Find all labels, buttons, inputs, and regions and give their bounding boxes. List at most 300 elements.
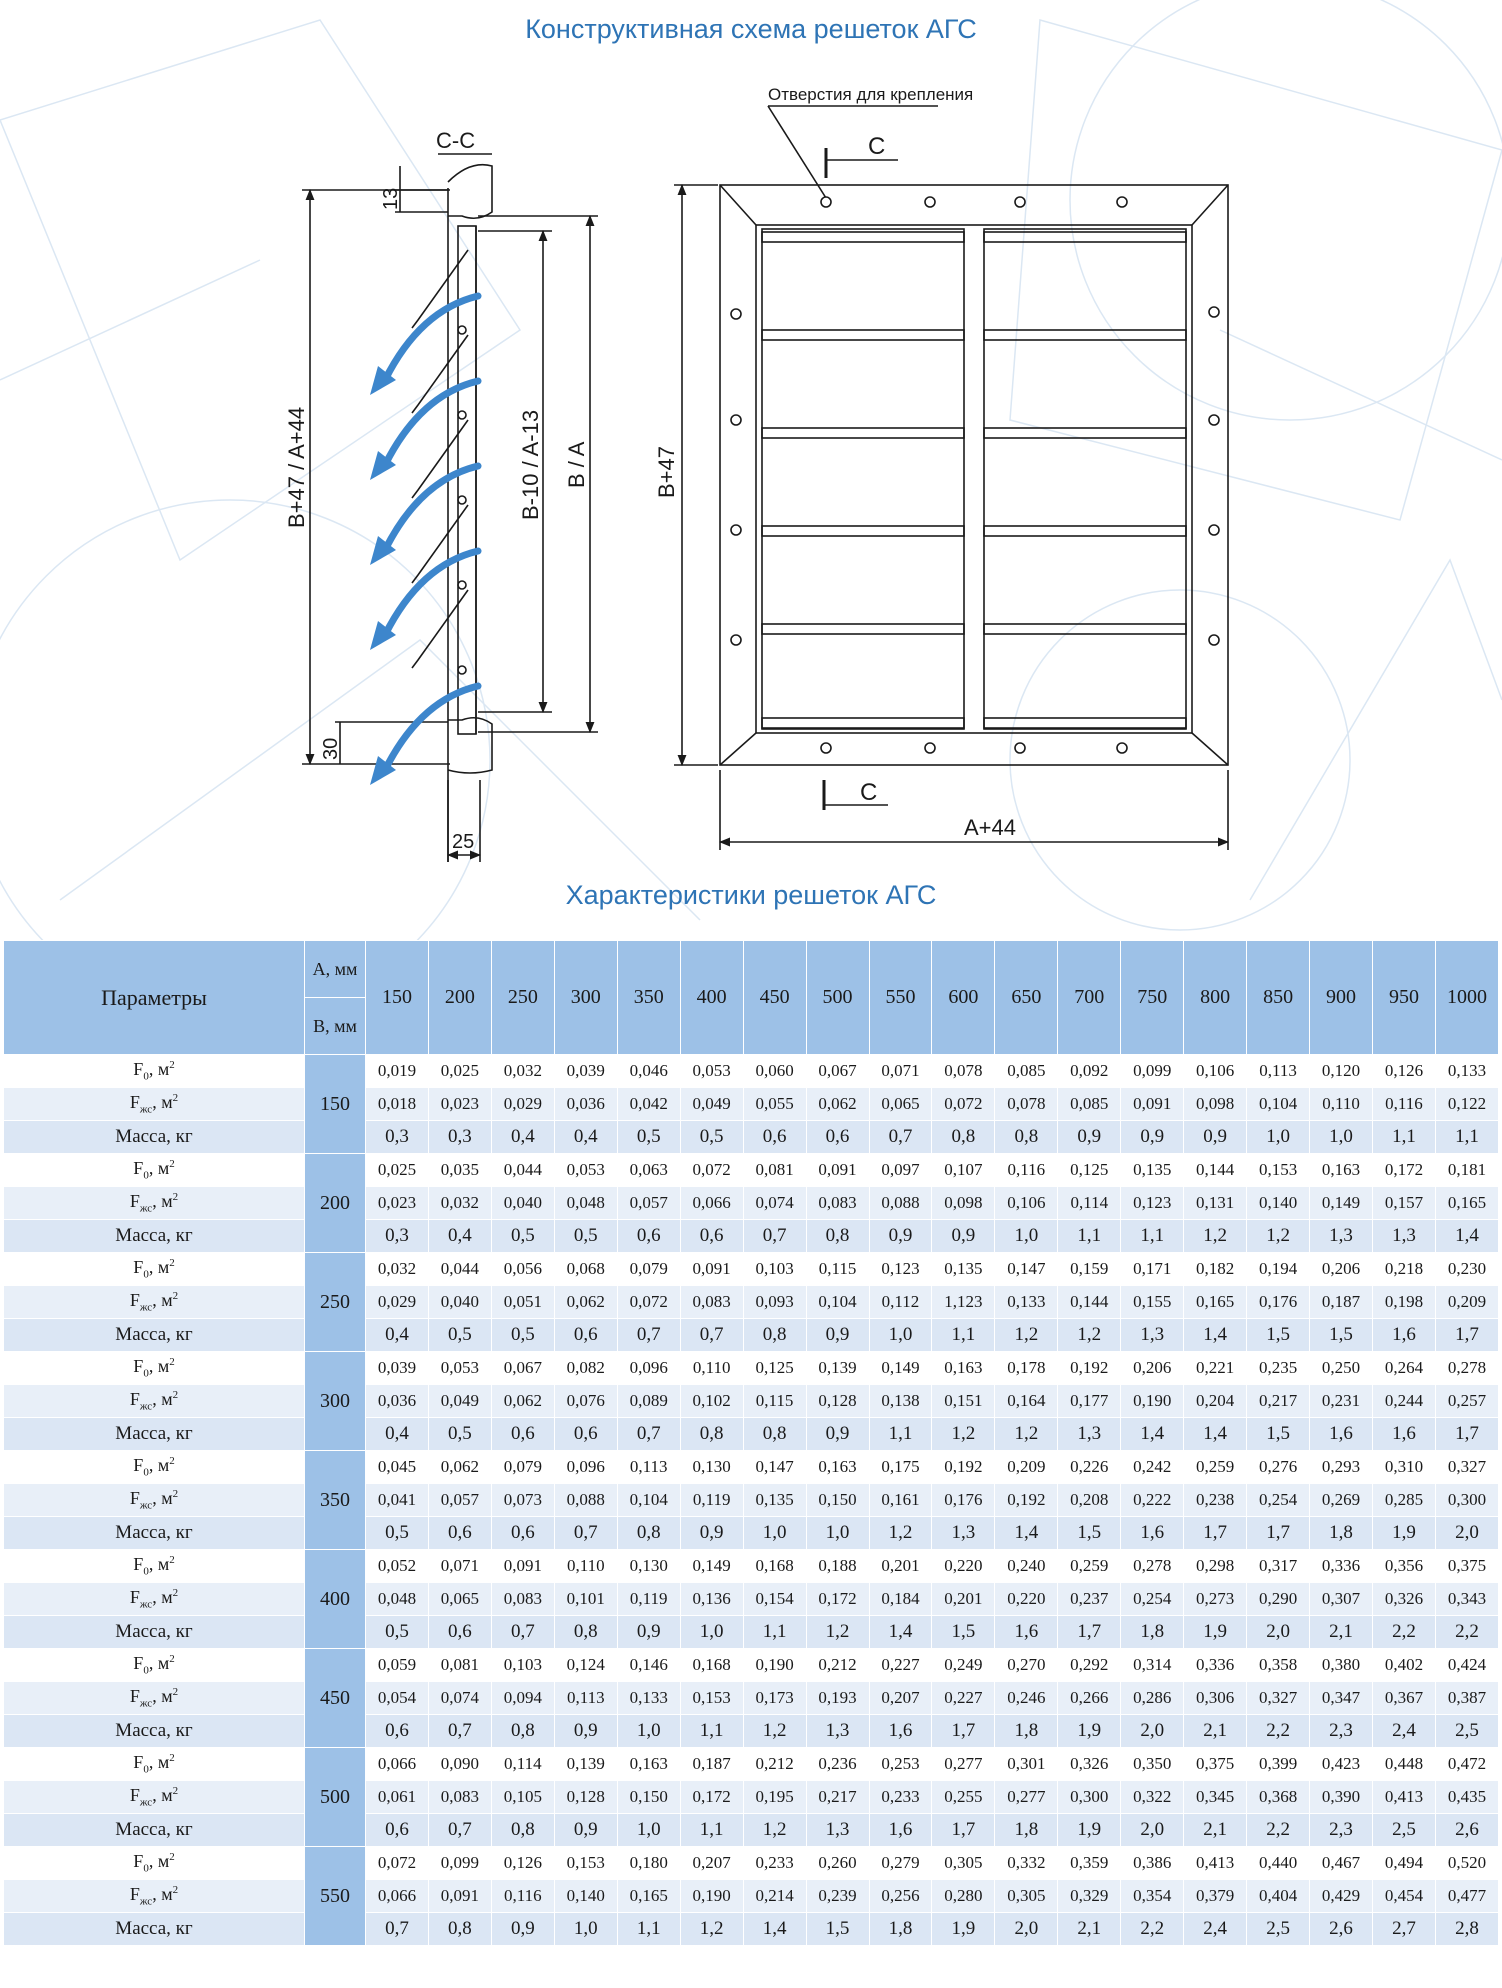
airflow-arrows xyxy=(385,296,478,770)
table-cell: 1,6 xyxy=(1373,1418,1436,1451)
table-cell: 0,8 xyxy=(491,1715,554,1748)
table-cell: 0,227 xyxy=(869,1649,932,1682)
row-label: Масса, кг xyxy=(4,1220,305,1253)
table-cell: 0,098 xyxy=(932,1187,995,1220)
table-cell: 1,6 xyxy=(869,1814,932,1847)
table-cell: 0,060 xyxy=(743,1055,806,1088)
table-cell: 0,5 xyxy=(428,1319,491,1352)
table-cell: 0,7 xyxy=(554,1517,617,1550)
table-row xyxy=(4,1781,1499,1814)
table-cell: 0,254 xyxy=(1247,1484,1310,1517)
table-cell: 0,359 xyxy=(1058,1847,1121,1880)
table-cell: 0,6 xyxy=(743,1121,806,1154)
table-cell: 2,1 xyxy=(1310,1616,1373,1649)
table-row xyxy=(4,1187,1499,1220)
table-cell: 0,039 xyxy=(554,1055,617,1088)
table-cell: 0,135 xyxy=(1121,1154,1184,1187)
table-cell: 2,8 xyxy=(1435,1913,1498,1946)
table-cell: 0,305 xyxy=(932,1847,995,1880)
row-label: $F_{жс}$, $м^2$ xyxy=(4,1484,305,1517)
table-cell: 1,5 xyxy=(1310,1319,1373,1352)
table-cell: 0,4 xyxy=(366,1418,429,1451)
front-view xyxy=(674,106,1228,850)
table-cell: 1,5 xyxy=(1058,1517,1121,1550)
table-cell: 0,049 xyxy=(428,1385,491,1418)
table-cell: 0,066 xyxy=(366,1748,429,1781)
table-cell: 0,336 xyxy=(1310,1550,1373,1583)
dim-13: 13 xyxy=(380,187,402,210)
dim-b-a: B / A xyxy=(564,441,589,488)
mounting-holes xyxy=(731,197,1219,753)
table-cell: 1,1 xyxy=(680,1814,743,1847)
table-cell: 0,131 xyxy=(1184,1187,1247,1220)
table-cell: 0,4 xyxy=(554,1121,617,1154)
table-row xyxy=(4,1451,1499,1484)
table-cell: 0,066 xyxy=(366,1880,429,1913)
row-label: Масса, кг xyxy=(4,1121,305,1154)
dim-25: 25 xyxy=(452,831,475,853)
table-cell: 0,150 xyxy=(806,1484,869,1517)
table-cell: 0,149 xyxy=(1310,1187,1373,1220)
table-cell: 0,347 xyxy=(1310,1682,1373,1715)
table-cell: 0,332 xyxy=(995,1847,1058,1880)
table-cell: 0,212 xyxy=(743,1748,806,1781)
table-cell: 0,345 xyxy=(1184,1781,1247,1814)
table-cell: 0,110 xyxy=(1310,1088,1373,1121)
table-cell: 0,298 xyxy=(1184,1550,1247,1583)
table-cell: 2,2 xyxy=(1373,1616,1436,1649)
table-cell: 0,423 xyxy=(1310,1748,1373,1781)
table-cell: 0,123 xyxy=(869,1253,932,1286)
table-cell: 0,266 xyxy=(1058,1682,1121,1715)
dim-b47: B+47 xyxy=(654,446,679,498)
table-cell: 1,5 xyxy=(932,1616,995,1649)
a-value-header: 650 xyxy=(995,941,1058,1055)
table-cell: 0,9 xyxy=(1121,1121,1184,1154)
table-cell: 0,329 xyxy=(1058,1880,1121,1913)
table-cell: 0,085 xyxy=(995,1055,1058,1088)
table-cell: 0,390 xyxy=(1310,1781,1373,1814)
table-cell: 0,123 xyxy=(1121,1187,1184,1220)
table-cell: 0,380 xyxy=(1310,1649,1373,1682)
table-cell: 0,343 xyxy=(1435,1583,1498,1616)
table-cell: 0,163 xyxy=(1310,1154,1373,1187)
table-row xyxy=(4,1913,1499,1946)
table-cell: 1,3 xyxy=(1058,1418,1121,1451)
table-cell: 2,5 xyxy=(1435,1715,1498,1748)
table-cell: 0,040 xyxy=(428,1286,491,1319)
table-cell: 0,6 xyxy=(554,1319,617,1352)
table-cell: 0,041 xyxy=(366,1484,429,1517)
row-label: Масса, кг xyxy=(4,1616,305,1649)
b-value: 150 xyxy=(305,1055,366,1154)
table-cell: 0,029 xyxy=(366,1286,429,1319)
table-cell: 0,178 xyxy=(995,1352,1058,1385)
row-label: Масса, кг xyxy=(4,1814,305,1847)
table-cell: 0,079 xyxy=(617,1253,680,1286)
table-cell: 0,106 xyxy=(995,1187,1058,1220)
table-cell: 1,0 xyxy=(554,1913,617,1946)
param-header: Параметры xyxy=(4,941,305,1055)
table-cell: 0,039 xyxy=(366,1352,429,1385)
table-cell: 0,071 xyxy=(869,1055,932,1088)
table-cell: 0,171 xyxy=(1121,1253,1184,1286)
table-cell: 0,018 xyxy=(366,1088,429,1121)
table-cell: 0,300 xyxy=(1058,1781,1121,1814)
table-cell: 2,1 xyxy=(1058,1913,1121,1946)
table-cell: 0,413 xyxy=(1184,1847,1247,1880)
table-cell: 0,9 xyxy=(806,1418,869,1451)
table-cell: 0,194 xyxy=(1247,1253,1310,1286)
table-cell: 0,7 xyxy=(428,1715,491,1748)
row-label: Масса, кг xyxy=(4,1517,305,1550)
table-cell: 0,190 xyxy=(680,1880,743,1913)
table-cell: 2,2 xyxy=(1435,1616,1498,1649)
table-cell: 1,8 xyxy=(995,1814,1058,1847)
table-cell: 0,181 xyxy=(1435,1154,1498,1187)
table-cell: 0,046 xyxy=(617,1055,680,1088)
table-cell: 0,133 xyxy=(1435,1055,1498,1088)
table-cell: 0,193 xyxy=(806,1682,869,1715)
table-cell: 2,4 xyxy=(1373,1715,1436,1748)
table-cell: 0,253 xyxy=(869,1748,932,1781)
table-cell: 0,6 xyxy=(366,1814,429,1847)
table-cell: 0,201 xyxy=(932,1583,995,1616)
table-cell: 1,1 xyxy=(932,1319,995,1352)
table-cell: 2,2 xyxy=(1247,1814,1310,1847)
table-cell: 0,128 xyxy=(554,1781,617,1814)
table-cell: 2,1 xyxy=(1184,1715,1247,1748)
table-cell: 1,2 xyxy=(743,1814,806,1847)
table-cell: 0,044 xyxy=(491,1154,554,1187)
table-cell: 0,029 xyxy=(491,1088,554,1121)
table-cell: 0,049 xyxy=(680,1088,743,1121)
table-cell: 0,386 xyxy=(1121,1847,1184,1880)
table-cell: 0,198 xyxy=(1373,1286,1436,1319)
table-cell: 0,025 xyxy=(428,1055,491,1088)
table-cell: 0,7 xyxy=(491,1616,554,1649)
table-cell: 0,7 xyxy=(869,1121,932,1154)
table-cell: 0,277 xyxy=(995,1781,1058,1814)
table-cell: 1,4 xyxy=(869,1616,932,1649)
table-cell: 0,5 xyxy=(554,1220,617,1253)
table-cell: 1,2 xyxy=(869,1517,932,1550)
table-cell: 0,5 xyxy=(366,1616,429,1649)
table-cell: 0,354 xyxy=(1121,1880,1184,1913)
table-row xyxy=(4,1880,1499,1913)
table-cell: 2,6 xyxy=(1310,1913,1373,1946)
table-cell: 1,1 xyxy=(1121,1220,1184,1253)
table-row xyxy=(4,1088,1499,1121)
table-cell: 1,3 xyxy=(932,1517,995,1550)
table-cell: 0,052 xyxy=(366,1550,429,1583)
table-cell: 0,4 xyxy=(366,1319,429,1352)
table-cell: 0,066 xyxy=(680,1187,743,1220)
table-cell: 0,231 xyxy=(1310,1385,1373,1418)
table-cell: 0,356 xyxy=(1373,1550,1436,1583)
table-cell: 0,217 xyxy=(1247,1385,1310,1418)
table-cell: 0,147 xyxy=(743,1451,806,1484)
table-cell: 2,2 xyxy=(1247,1715,1310,1748)
table-cell: 0,306 xyxy=(1184,1682,1247,1715)
table-cell: 0,113 xyxy=(617,1451,680,1484)
table-cell: 1,3 xyxy=(1373,1220,1436,1253)
table-cell: 1,4 xyxy=(1184,1319,1247,1352)
table-cell: 1,2 xyxy=(743,1715,806,1748)
table-cell: 0,068 xyxy=(554,1253,617,1286)
table-cell: 0,3 xyxy=(366,1121,429,1154)
table-cell: 0,091 xyxy=(1121,1088,1184,1121)
a-value-header: 800 xyxy=(1184,941,1247,1055)
table-cell: 0,5 xyxy=(617,1121,680,1154)
dim-b47-a44: B+47 / A+44 xyxy=(284,406,309,528)
table-cell: 1,6 xyxy=(1121,1517,1184,1550)
row-label: Масса, кг xyxy=(4,1715,305,1748)
table-cell: 0,204 xyxy=(1184,1385,1247,1418)
table-cell: 0,126 xyxy=(1373,1055,1436,1088)
table-cell: 0,130 xyxy=(617,1550,680,1583)
table-cell: 0,107 xyxy=(932,1154,995,1187)
table-cell: 0,083 xyxy=(428,1781,491,1814)
table-cell: 1,1 xyxy=(1435,1121,1498,1154)
table-cell: 0,173 xyxy=(743,1682,806,1715)
table-cell: 0,144 xyxy=(1058,1286,1121,1319)
table-cell: 0,079 xyxy=(491,1451,554,1484)
table-cell: 0,053 xyxy=(554,1154,617,1187)
table-cell: 0,279 xyxy=(869,1847,932,1880)
table-cell: 0,435 xyxy=(1435,1781,1498,1814)
scheme-title: Конструктивная схема решеток АГС xyxy=(525,14,977,44)
a-value-header: 150 xyxy=(366,941,429,1055)
table-cell: 0,8 xyxy=(743,1418,806,1451)
table-cell: 0,091 xyxy=(680,1253,743,1286)
row-label: Масса, кг xyxy=(4,1319,305,1352)
table-cell: 0,336 xyxy=(1184,1649,1247,1682)
table-cell: 0,327 xyxy=(1435,1451,1498,1484)
table-cell: 1,1 xyxy=(869,1418,932,1451)
table-cell: 0,5 xyxy=(680,1121,743,1154)
b-label: В, мм xyxy=(305,998,366,1055)
table-cell: 0,4 xyxy=(428,1220,491,1253)
table-cell: 0,140 xyxy=(1247,1187,1310,1220)
table-cell: 2,4 xyxy=(1184,1913,1247,1946)
a-value-header: 250 xyxy=(491,941,554,1055)
table-cell: 0,290 xyxy=(1247,1583,1310,1616)
table-cell: 0,057 xyxy=(617,1187,680,1220)
table-cell: 0,273 xyxy=(1184,1583,1247,1616)
table-cell: 2,5 xyxy=(1373,1814,1436,1847)
table-cell: 0,277 xyxy=(932,1748,995,1781)
table-cell: 0,269 xyxy=(1310,1484,1373,1517)
table-cell: 0,242 xyxy=(1121,1451,1184,1484)
table-cell: 1,0 xyxy=(617,1814,680,1847)
cut-mark-top: С xyxy=(868,133,886,160)
table-cell: 0,6 xyxy=(491,1418,554,1451)
table-cell: 2,0 xyxy=(1121,1814,1184,1847)
table-cell: 0,249 xyxy=(932,1649,995,1682)
table-cell: 0,114 xyxy=(1058,1187,1121,1220)
table-cell: 0,165 xyxy=(1184,1286,1247,1319)
dim-b10-a13: B-10 / A-13 xyxy=(518,409,543,520)
table-cell: 0,5 xyxy=(428,1418,491,1451)
table-cell: 0,083 xyxy=(680,1286,743,1319)
table-cell: 0,106 xyxy=(1184,1055,1247,1088)
table-cell: 1,6 xyxy=(995,1616,1058,1649)
table-cell: 0,140 xyxy=(554,1880,617,1913)
table-cell: 0,091 xyxy=(806,1154,869,1187)
table-cell: 0,184 xyxy=(869,1583,932,1616)
table-cell: 0,023 xyxy=(428,1088,491,1121)
table-cell: 0,061 xyxy=(366,1781,429,1814)
row-label: $F_0$, $м^2$ xyxy=(4,1154,305,1187)
table-cell: 0,057 xyxy=(428,1484,491,1517)
table-cell: 0,104 xyxy=(617,1484,680,1517)
row-label: $F_{жс}$, $м^2$ xyxy=(4,1682,305,1715)
table-cell: 0,102 xyxy=(680,1385,743,1418)
table-cell: 0,062 xyxy=(491,1385,554,1418)
table-cell: 0,3 xyxy=(428,1121,491,1154)
table-cell: 0,063 xyxy=(617,1154,680,1187)
a-value-header: 500 xyxy=(806,941,869,1055)
table-cell: 0,177 xyxy=(1058,1385,1121,1418)
table-cell: 0,019 xyxy=(366,1055,429,1088)
table-cell: 0,206 xyxy=(1310,1253,1373,1286)
table-row xyxy=(4,1847,1499,1880)
table-cell: 1,2 xyxy=(995,1319,1058,1352)
table-cell: 0,072 xyxy=(617,1286,680,1319)
table-cell: 1,5 xyxy=(1247,1418,1310,1451)
table-cell: 0,292 xyxy=(1058,1649,1121,1682)
table-cell: 1,1 xyxy=(1058,1220,1121,1253)
table-cell: 0,413 xyxy=(1373,1781,1436,1814)
table-cell: 0,6 xyxy=(491,1517,554,1550)
table-cell: 0,209 xyxy=(1435,1286,1498,1319)
table-cell: 0,454 xyxy=(1373,1880,1436,1913)
table-cell: 1,5 xyxy=(806,1913,869,1946)
table-cell: 1,1 xyxy=(617,1913,680,1946)
grille-drawing xyxy=(0,60,1502,875)
table-cell: 0,074 xyxy=(428,1682,491,1715)
table-cell: 0,090 xyxy=(428,1748,491,1781)
table-cell: 0,153 xyxy=(680,1682,743,1715)
table-cell: 0,192 xyxy=(1058,1352,1121,1385)
table-cell: 0,280 xyxy=(932,1880,995,1913)
table-cell: 0,180 xyxy=(617,1847,680,1880)
row-label: $F_{жс}$, $м^2$ xyxy=(4,1088,305,1121)
table-cell: 0,192 xyxy=(995,1484,1058,1517)
table-cell: 1,7 xyxy=(1435,1319,1498,1352)
table-cell: 0,110 xyxy=(554,1550,617,1583)
table-cell: 0,221 xyxy=(1184,1352,1247,1385)
table-cell: 0,246 xyxy=(995,1682,1058,1715)
table-cell: 0,168 xyxy=(680,1649,743,1682)
table-cell: 0,239 xyxy=(806,1880,869,1913)
table-cell: 0,056 xyxy=(491,1253,554,1286)
cut-mark-bottom: С xyxy=(860,779,878,806)
table-cell: 2,0 xyxy=(1435,1517,1498,1550)
table-cell: 1,7 xyxy=(1058,1616,1121,1649)
table-cell: 0,089 xyxy=(617,1385,680,1418)
table-cell: 0,135 xyxy=(743,1484,806,1517)
table-cell: 0,085 xyxy=(1058,1088,1121,1121)
table-cell: 0,136 xyxy=(680,1583,743,1616)
table-cell: 1,2 xyxy=(1247,1220,1310,1253)
row-label: $F_{жс}$, $м^2$ xyxy=(4,1880,305,1913)
table-cell: 0,113 xyxy=(1247,1055,1310,1088)
table-cell: 0,467 xyxy=(1310,1847,1373,1880)
table-cell: 0,088 xyxy=(554,1484,617,1517)
table-cell: 0,154 xyxy=(743,1583,806,1616)
table-cell: 1,7 xyxy=(1184,1517,1247,1550)
table-cell: 0,067 xyxy=(806,1055,869,1088)
table-cell: 0,254 xyxy=(1121,1583,1184,1616)
table-cell: 0,429 xyxy=(1310,1880,1373,1913)
table-cell: 1,4 xyxy=(1121,1418,1184,1451)
table-cell: 1,0 xyxy=(995,1220,1058,1253)
table-cell: 1,2 xyxy=(806,1616,869,1649)
table-row xyxy=(4,1649,1499,1682)
table-cell: 0,358 xyxy=(1247,1649,1310,1682)
table-cell: 0,9 xyxy=(491,1913,554,1946)
table-cell: 0,149 xyxy=(869,1352,932,1385)
table-cell: 0,073 xyxy=(491,1484,554,1517)
table-cell: 0,257 xyxy=(1435,1385,1498,1418)
table-cell: 0,375 xyxy=(1435,1550,1498,1583)
a-value-header: 300 xyxy=(554,941,617,1055)
table-cell: 0,133 xyxy=(995,1286,1058,1319)
table-cell: 0,182 xyxy=(1184,1253,1247,1286)
table-cell: 0,187 xyxy=(1310,1286,1373,1319)
a-value-header: 600 xyxy=(932,941,995,1055)
table-row xyxy=(4,1715,1499,1748)
table-cell: 2,6 xyxy=(1435,1814,1498,1847)
table-cell: 1,0 xyxy=(1310,1121,1373,1154)
table-cell: 0,250 xyxy=(1310,1352,1373,1385)
a-value-header: 850 xyxy=(1247,941,1310,1055)
table-cell: 0,8 xyxy=(491,1814,554,1847)
table-cell: 0,235 xyxy=(1247,1352,1310,1385)
table-cell: 0,103 xyxy=(743,1253,806,1286)
table-cell: 0,040 xyxy=(491,1187,554,1220)
table-cell: 0,8 xyxy=(806,1220,869,1253)
table-cell: 0,9 xyxy=(554,1814,617,1847)
table-cell: 0,048 xyxy=(554,1187,617,1220)
table-cell: 0,375 xyxy=(1184,1748,1247,1781)
table-cell: 0,146 xyxy=(617,1649,680,1682)
row-label: $F_0$, $м^2$ xyxy=(4,1748,305,1781)
table-cell: 1,9 xyxy=(932,1913,995,1946)
table-cell: 0,125 xyxy=(1058,1154,1121,1187)
a-value-header: 400 xyxy=(680,941,743,1055)
row-label: $F_0$, $м^2$ xyxy=(4,1550,305,1583)
table-cell: 0,233 xyxy=(743,1847,806,1880)
table-cell: 0,5 xyxy=(491,1220,554,1253)
table-cell: 1,4 xyxy=(995,1517,1058,1550)
table-cell: 0,3 xyxy=(366,1220,429,1253)
table-cell: 0,083 xyxy=(491,1583,554,1616)
table-cell: 0,036 xyxy=(554,1088,617,1121)
table-cell: 0,116 xyxy=(1373,1088,1436,1121)
table-cell: 0,278 xyxy=(1435,1352,1498,1385)
dim-a44: A+44 xyxy=(964,815,1016,840)
table-cell: 0,065 xyxy=(428,1583,491,1616)
table-cell: 0,161 xyxy=(869,1484,932,1517)
table-cell: 1,3 xyxy=(806,1715,869,1748)
table-cell: 1,1 xyxy=(1373,1121,1436,1154)
table-header-row xyxy=(4,941,1499,998)
table-cell: 1,7 xyxy=(932,1715,995,1748)
table-cell: 0,091 xyxy=(428,1880,491,1913)
